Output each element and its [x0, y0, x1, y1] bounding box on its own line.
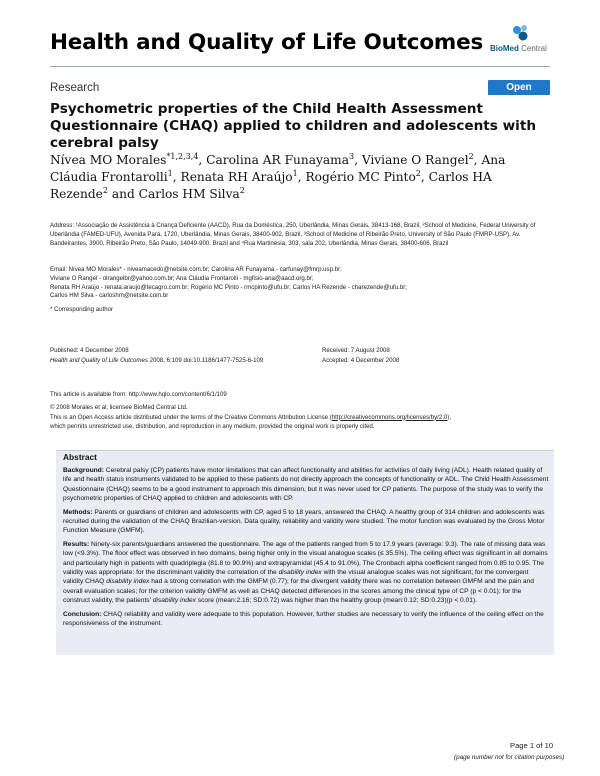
author-separator: ,: [198, 153, 207, 167]
open-access-badge[interactable]: Open Access: [488, 80, 550, 95]
results-text: with the visual analogue scales was not significant; for the convergent validity CHAQ: [63, 569, 529, 586]
abstract-conclusion: [63, 610, 550, 629]
author-name: Carolina AR Funayama: [206, 153, 349, 167]
results-text: Ninety-six parents/guardians answered the questionnaire. The age of the patients ranged from 5 to 17.9 years (average: 9.3). The rate of missing data was low (<9.3%). The floor effect was observed in two domains, being higher only in the visual analogue scales (≤ 35.5%). The ceiling effect was significant in all domains and particularly high in patients with quadriplegia (81.8 to 90.9%) and extrapyramidal (45.4 to 91.0%). The Cronbach alpha coefficient ranged from 0.85 to 0.95. The validity was appropriate: for the discriminant validity the correlation of the: [63, 540, 548, 577]
email-line[interactable]: Carlos HM Silva - carloshm@netsite.com.br: [50, 292, 169, 300]
article-url[interactable]: This article is available from: http://www.hqlo.com/content/6/1/109: [50, 391, 227, 398]
citation: [50, 356, 350, 366]
abstract-background: [63, 466, 550, 504]
email-line[interactable]: Email: Nívea MO Morales* - niveamacedo@netsite.com.br; Carolina AR Funayama - carfunay@fmrp.usp.br;: [50, 266, 342, 273]
background-label: Background:: [63, 467, 104, 474]
author-name: Nívea MO Morales: [50, 153, 167, 167]
email-line[interactable]: Renata RH Araújo - renata.araujo@tecagro.com.br; Rogério MC Pinto - rmcpinto@ufu.br; Carlos HA Rezende - charezende@ufu.br;: [50, 283, 407, 291]
author-separator: and: [107, 187, 139, 201]
results-emphasis: disability index: [106, 578, 150, 586]
author-separator: ,: [354, 153, 362, 167]
license-text: This is an Open Access article distributed under the terms of the Creative Commons Attribution License (: [50, 413, 332, 421]
biomed-central-icon: [512, 24, 530, 42]
author-affiliation: 3: [348, 151, 355, 161]
publisher-name: [490, 44, 547, 53]
abstract-results: [63, 540, 550, 606]
license-line: [50, 413, 550, 423]
license-line-2: which permits unrestricted use, distribution, and reproduction in any medium, provided the original work is properly cited.: [50, 423, 375, 431]
license-link[interactable]: http://creativecommons.org/licenses/by/2.0: [331, 413, 448, 421]
page-number-note: (page number not for citation purposes): [454, 754, 565, 761]
author-affiliation: 1: [167, 168, 173, 178]
biomed-central-logo[interactable]: [490, 24, 552, 64]
page-number: Page 1 of 10: [510, 741, 554, 750]
author-affiliation: *1,2,3,4: [166, 151, 199, 161]
results-label: Results:: [63, 540, 90, 548]
journal-title: Health and Quality of Life Outcomes: [50, 30, 484, 55]
author-affiliation: 2: [239, 185, 245, 195]
author-affiliation: 2: [415, 168, 421, 178]
results-text: had a strong correlation with the GMFM (0.77); for the divergent validity there was no correlation between GMFM and the pain and overall evaluation scales; for the criterion validity GMFM as well as CHAQ detected differences in the scores among the clinical type of CP (p < 0.01); for the construct validity, the patients': [63, 578, 534, 605]
received-date: Received: 7 August 2008: [322, 347, 390, 354]
results-emphasis: disability index: [278, 569, 322, 577]
author-name: Renata RH Araújo: [180, 170, 293, 184]
article-title: Psychometric properties of the Child Health Assessment Questionnaire (CHAQ) applied to children and adolescents with cerebral palsy: [50, 101, 536, 151]
conclusion-label: Conclusion:: [63, 610, 102, 618]
submission-dates: [322, 346, 522, 366]
author-list: [50, 152, 550, 203]
license-text-end: ),: [447, 413, 452, 421]
license-info: [50, 390, 550, 432]
author-name: Carlos HM Silva: [138, 187, 240, 201]
author-affiliation: 2: [468, 151, 474, 161]
background-text: Cerebral palsy (CP) patients have motor limitations that can affect functionality and abilities for activities of daily living (ADL). Health related quality of life and health status instruments validated to be applied to these patients do not directly approach the concepts of functionality or ADL. The Child Health Assessment Questionnaire (CHAQ) seems to be a good instrument to approach this dimension, but it was never used for CP patients. The purpose of the study was to verify the psychometric properties of CHAQ applied to children and adolescents with CP.: [63, 467, 549, 503]
author-name: Ana Cláudia Frontarolli: [50, 153, 506, 184]
article-section: Research: [50, 82, 100, 94]
author-separator: ,: [473, 153, 482, 167]
results-emphasis: disability index: [152, 597, 196, 605]
citation-journal: Health and Quality of Life Outcomes: [50, 356, 148, 364]
publisher-name-rest: Central: [518, 44, 547, 53]
header-divider: [50, 66, 550, 67]
author-addresses: Address: ¹Associação de Assistência à Criança Deficiente (AACD), Rua da Doméstica, 250, Uberlândia, Minas Gerais, 38413-168, Brazil, ²School of Medicine, Federal University of Uberlândia (FAMED-UFU), Avenida Pará, 1720, Uberlândia, Minas Gerais, 38400-902, Brazil, ³School of Medicine of Ribeirão Preto, University of São Paulo (FMRP-USP), Av. Bandeirantes, 3900, Ribeirão Preto, São Paulo, 14049-900, Brazil and ⁴Rua Martinésia, 303, sala 202, Uberlândia, Minas Gerais, 38400-606, Brazil: [50, 222, 536, 247]
conclusion-text: CHAQ reliability and validity were adequate to this population. However, further studies are necessary to verify the influence of the ceiling effect on the responsiveness of the instrument.: [63, 610, 544, 628]
author-emails: [50, 266, 550, 301]
author-name: Rogério MC Pinto: [305, 170, 416, 184]
citation-details: 2008, 6:109 doi:10.1186/1477-7525-6-109: [147, 356, 264, 364]
copyright-line: © 2008 Morales et al; licensee BioMed Central Ltd.: [50, 403, 188, 411]
author-affiliation: 2: [102, 185, 108, 195]
corresponding-author-note: * Corresponding author: [50, 306, 114, 313]
author-name: Viviane O Rangel: [361, 153, 469, 167]
published-date: Published: 4 December 2008: [50, 347, 129, 354]
email-line[interactable]: Viviane O Rangel - olrangelbr@yahoo.com.br; Ana Cláudia Frontarolli - mgfisio-ana@aacd.org.br;: [50, 274, 314, 282]
author-separator: ,: [420, 170, 429, 184]
publication-info: [50, 346, 350, 366]
author-separator: ,: [172, 170, 181, 184]
accepted-date: Accepted: 4 December 2008: [322, 356, 400, 364]
methods-text: Parents or guardians of children and adolescents with CP, aged 5 to 18 years, answered the CHAQ. A healthy group of 314 children and adolescents was recruited during the validation of the CHAQ Brazilian-version. Data quality, reliability and validity were studied. The motor function was evaluated by the Gross Motor Function Measure (GMFM).: [63, 508, 545, 535]
results-text: score (mean:2.16; SD:0.72) was higher than the healthy group (mean:0.12; SD:0.23)(p < 0.01).: [195, 597, 478, 605]
abstract-body: [63, 466, 550, 633]
author-affiliation: 1: [292, 168, 298, 178]
abstract-methods: [63, 508, 550, 536]
publisher-name-bold: BioMed: [490, 44, 519, 53]
author-separator: ,: [297, 170, 306, 184]
abstract-heading: Abstract: [63, 452, 97, 462]
author-name: Carlos HA Rezende: [50, 170, 492, 201]
methods-label: Methods:: [63, 508, 93, 516]
